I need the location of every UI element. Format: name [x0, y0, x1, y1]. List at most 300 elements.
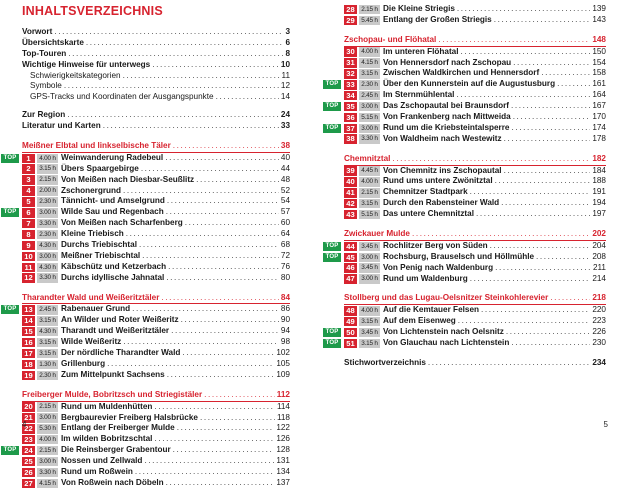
- tour-row[interactable]: [22, 434, 290, 445]
- tour-title: Entlang der Großen Striegis: [383, 14, 492, 24]
- tour-number-badge: 35: [344, 102, 357, 112]
- tour-row[interactable]: [22, 175, 290, 186]
- leader-dots: [167, 370, 275, 381]
- tour-title: Von Chemnitz ins Zschopautal: [383, 165, 502, 175]
- leader-dots: [392, 154, 590, 165]
- tour-number-badge: 47: [344, 274, 357, 284]
- left-page: [0, 0, 310, 488]
- duration-badge: 2.15 h: [359, 5, 380, 15]
- section-page: 202: [592, 229, 606, 239]
- tour-number-badge: 8: [22, 230, 35, 240]
- tour-title: Rund um Waldenburg: [383, 273, 468, 283]
- tour-number-badge: 29: [344, 16, 357, 26]
- tour-page: 90: [280, 315, 290, 325]
- entry-label: Zur Region: [22, 110, 66, 120]
- tour-page: 204: [592, 240, 606, 250]
- tour-page: 128: [276, 445, 290, 455]
- tour-row[interactable]: [325, 122, 606, 134]
- tour-title: Das untere Chemnitztal: [383, 209, 474, 219]
- leader-dots: [495, 176, 591, 187]
- tour-title: Von Waldheim nach Westewitz: [383, 133, 502, 143]
- tour-page: 126: [276, 434, 290, 444]
- tour-title: Das Zschopautal bei Braunsdorf: [383, 101, 510, 111]
- left-column: [3, 4, 290, 489]
- section-title: Zwickauer Mulde: [344, 229, 410, 239]
- right-column: [325, 4, 606, 369]
- duration-badge: 2.30 h: [359, 80, 380, 90]
- tour-row[interactable]: [22, 348, 290, 359]
- tour-title: Im wilden Bobritzschtal: [61, 434, 153, 444]
- entry-label: Wichtige Hinweise für unterwegs: [22, 59, 151, 69]
- tour-row[interactable]: [344, 68, 606, 79]
- tour-row[interactable]: [344, 134, 606, 145]
- leader-dots: [107, 359, 274, 370]
- tour-title: Zwischen Waldkirchen und Hennersdorf: [383, 68, 540, 78]
- entry-label: Symbole: [30, 81, 62, 91]
- toc-entry[interactable]: [22, 49, 290, 60]
- tour-number-badge: 11: [22, 263, 35, 273]
- toc-entry[interactable]: [22, 38, 290, 49]
- tour-title: Tharandt und Weißeritztäler: [61, 326, 170, 336]
- leader-dots: [511, 101, 590, 112]
- tour-row[interactable]: [22, 413, 290, 424]
- spacer: [344, 26, 606, 35]
- tour-page: 226: [592, 327, 606, 337]
- tour-title: An Wilder und Roter Weißeritz: [61, 315, 179, 325]
- leader-dots: [511, 338, 590, 349]
- leader-dots: [171, 326, 279, 337]
- section-heading[interactable]: [22, 141, 290, 153]
- tour-number-badge: 42: [344, 199, 357, 209]
- tour-row[interactable]: [3, 445, 290, 456]
- tour-title: Käbschütz und Ketzerbach: [61, 261, 167, 271]
- tour-row[interactable]: [3, 207, 290, 218]
- tour-number-badge: 43: [344, 210, 357, 220]
- toc-subentry[interactable]: [22, 81, 290, 92]
- leader-dots: [123, 337, 279, 348]
- tour-number-badge: 28: [344, 5, 357, 15]
- tour-number-badge: 15: [22, 327, 35, 337]
- tour-number-badge: 7: [22, 219, 35, 229]
- tour-page: 143: [592, 14, 606, 24]
- tour-page: 150: [592, 46, 606, 56]
- tour-number-badge: 30: [344, 47, 357, 57]
- tour-page: 94: [280, 326, 290, 336]
- tour-number-badge: 23: [22, 435, 35, 445]
- duration-badge: 5.45 h: [359, 16, 380, 26]
- entry-label: Literatur und Karten: [22, 121, 101, 131]
- tour-page: 86: [280, 304, 290, 314]
- duration-badge: 4.45 h: [359, 166, 380, 176]
- duration-badge: 4.00 h: [37, 154, 58, 164]
- tour-title: Rund ums untere Zwönitztal: [383, 176, 493, 186]
- leader-dots: [457, 4, 590, 15]
- leader-dots: [490, 241, 591, 252]
- tour-row[interactable]: [22, 229, 290, 240]
- tour-page: 211: [592, 262, 606, 272]
- tour-row[interactable]: [344, 187, 606, 198]
- duration-badge: 3.15 h: [359, 339, 380, 349]
- entry-page: 24: [280, 110, 290, 120]
- tour-row[interactable]: [344, 15, 606, 26]
- tour-number-badge: 37: [344, 124, 357, 134]
- tour-title: Von Meißen nach Scharfenberg: [61, 218, 183, 228]
- leader-dots: [541, 68, 590, 79]
- tour-page: 174: [592, 122, 606, 132]
- entry-page: 12: [280, 81, 290, 91]
- tour-number-badge: 1: [22, 154, 35, 164]
- tour-number-badge: 18: [22, 360, 35, 370]
- tour-title: Zschonergrund: [61, 185, 122, 195]
- tour-row[interactable]: [344, 58, 606, 69]
- leader-dots: [64, 81, 279, 92]
- right-page: [310, 0, 620, 435]
- leader-dots: [461, 47, 591, 58]
- tour-number-badge: 51: [344, 339, 357, 349]
- section-heading[interactable]: [344, 35, 606, 47]
- tour-title: Rochlitzer Berg von Süden: [383, 240, 488, 250]
- section-page: 182: [592, 153, 606, 163]
- tour-row[interactable]: [344, 305, 606, 316]
- tour-title: Wilde Sau und Regenbach: [61, 207, 164, 217]
- duration-badge: 2.30 h: [37, 371, 58, 381]
- tour-page: 105: [276, 358, 290, 368]
- leader-dots: [204, 390, 275, 401]
- tour-page: 197: [592, 209, 606, 219]
- tour-row[interactable]: [22, 478, 290, 489]
- tour-title: Bergbaurevier Freiberg Halsbrücke: [61, 412, 198, 422]
- duration-badge: 3.15 h: [37, 316, 58, 326]
- tour-page: 188: [592, 176, 606, 186]
- toc-entry[interactable]: [22, 110, 290, 121]
- index-entry[interactable]: [344, 358, 606, 369]
- tour-title: Rund um Muldenhütten: [61, 401, 153, 411]
- tour-number-badge: 2: [22, 164, 35, 174]
- section-page: 218: [592, 293, 606, 303]
- top-tour-badge: TOP: [323, 253, 341, 262]
- tour-number-badge: 44: [344, 242, 357, 252]
- tour-row[interactable]: [22, 240, 290, 251]
- section-heading[interactable]: [22, 293, 290, 305]
- tour-row[interactable]: [3, 152, 290, 164]
- leader-dots: [142, 251, 279, 262]
- section-page: 84: [280, 292, 290, 302]
- tour-number-badge: 21: [22, 413, 35, 423]
- duration-badge: 4.30 h: [37, 327, 58, 337]
- tour-row[interactable]: [22, 186, 290, 197]
- tour-page: 40: [280, 152, 290, 162]
- duration-badge: 3.00 h: [37, 457, 58, 467]
- tour-row[interactable]: [344, 316, 606, 327]
- tour-page: 184: [592, 165, 606, 175]
- tour-page: 80: [280, 272, 290, 282]
- tour-number-badge: 26: [22, 468, 35, 478]
- duration-badge: 3.00 h: [37, 208, 58, 218]
- duration-badge: 5.15 h: [359, 113, 380, 123]
- tour-title: Nossen und Zellwald: [61, 456, 143, 466]
- tour-title: Von Glauchau nach Lichtenstein: [383, 338, 510, 348]
- tour-page: 122: [276, 423, 290, 433]
- tour-title: Übers Spaargebirge: [61, 163, 139, 173]
- duration-badge: 3.15 h: [359, 199, 380, 209]
- tour-row[interactable]: [344, 198, 606, 209]
- tour-page: 134: [276, 466, 290, 476]
- tour-number-badge: 33: [344, 80, 357, 90]
- section-heading[interactable]: [344, 229, 606, 241]
- tour-row[interactable]: [344, 274, 606, 285]
- leader-dots: [154, 402, 275, 413]
- section-title: Chemnitztal: [344, 153, 391, 163]
- spacer: [22, 132, 290, 141]
- top-tour-badge: TOP: [323, 242, 341, 251]
- tour-row[interactable]: [22, 273, 290, 284]
- duration-badge: 4.15 h: [37, 479, 58, 489]
- leader-dots: [167, 196, 279, 207]
- leader-dots: [54, 27, 283, 38]
- tour-title: Im unteren Flöhatal: [383, 46, 459, 56]
- tour-page: 139: [592, 4, 606, 13]
- leader-dots: [504, 166, 591, 177]
- top-tour-badge: TOP: [323, 328, 341, 337]
- duration-badge: 4.00 h: [359, 177, 380, 187]
- duration-badge: 4.15 h: [359, 58, 380, 68]
- tour-title: Auf dem Eisenweg: [383, 316, 456, 326]
- page-number-right: 5: [603, 420, 608, 429]
- tour-number-badge: 22: [22, 424, 35, 434]
- tour-title: Von Lichtenstein nach Oelsnitz: [383, 327, 504, 337]
- tour-row[interactable]: [344, 47, 606, 58]
- tour-row[interactable]: [22, 456, 290, 467]
- leader-dots: [67, 110, 279, 121]
- tour-title: Rochsburg, Brauselsch und Höllmühle: [383, 251, 535, 261]
- tour-row[interactable]: [22, 423, 290, 434]
- toc-subentry[interactable]: [22, 71, 290, 82]
- duration-badge: 3.30 h: [37, 273, 58, 283]
- tour-page: 52: [280, 185, 290, 195]
- duration-badge: 1.30 h: [37, 360, 58, 370]
- tour-number-badge: 14: [22, 316, 35, 326]
- entry-label: Übersichtskarte: [22, 37, 84, 47]
- tour-page: 164: [592, 90, 606, 100]
- duration-badge: 2.45 h: [37, 305, 58, 315]
- tour-row[interactable]: [325, 251, 606, 263]
- leader-dots: [181, 315, 279, 326]
- tour-page: 208: [592, 251, 606, 261]
- tour-row[interactable]: [344, 90, 606, 101]
- tour-number-badge: 27: [22, 479, 35, 489]
- tour-title: Chemnitzer Stadtpark: [383, 187, 468, 197]
- tour-page: 214: [592, 273, 606, 283]
- tour-page: 178: [592, 133, 606, 143]
- toc-entry[interactable]: [22, 60, 290, 71]
- leader-dots: [103, 121, 279, 132]
- tour-row[interactable]: [344, 209, 606, 220]
- top-tour-badge: TOP: [323, 102, 341, 111]
- duration-badge: 3.15 h: [37, 338, 58, 348]
- tour-number-badge: 50: [344, 328, 357, 338]
- leader-dots: [506, 327, 590, 338]
- duration-badge: 2.15 h: [359, 188, 380, 198]
- tour-page: 194: [592, 198, 606, 208]
- duration-badge: 2.15 h: [37, 402, 58, 412]
- duration-badge: 3.00 h: [359, 253, 380, 263]
- top-tour-badge: TOP: [323, 80, 341, 89]
- duration-badge: 4.00 h: [37, 435, 58, 445]
- tour-number-badge: 5: [22, 197, 35, 207]
- tour-number-badge: 32: [344, 69, 357, 79]
- tour-row[interactable]: [344, 112, 606, 123]
- tour-row[interactable]: [3, 304, 290, 315]
- top-tour-badge: TOP: [323, 124, 341, 133]
- tour-number-badge: 48: [344, 306, 357, 316]
- leader-dots: [132, 304, 279, 315]
- tour-row[interactable]: [22, 251, 290, 262]
- entry-label: Top-Touren: [22, 48, 67, 58]
- leader-dots: [123, 71, 280, 82]
- tour-row[interactable]: [344, 176, 606, 187]
- toc-entry[interactable]: [22, 121, 290, 132]
- tour-row[interactable]: [325, 338, 606, 349]
- leader-dots: [196, 175, 279, 186]
- entry-page: 33: [280, 121, 290, 131]
- tour-row[interactable]: [22, 164, 290, 175]
- tour-row[interactable]: [22, 262, 290, 273]
- tour-number-badge: 19: [22, 371, 35, 381]
- tour-page: 220: [592, 305, 606, 315]
- duration-badge: 3.30 h: [37, 468, 58, 478]
- tour-title: Durch den Rabensteiner Wald: [383, 198, 500, 208]
- tour-row[interactable]: [344, 166, 606, 177]
- entry-page: 8: [285, 48, 290, 58]
- tour-row[interactable]: [22, 326, 290, 337]
- tour-row[interactable]: [22, 218, 290, 229]
- leader-dots: [185, 218, 279, 229]
- leader-dots: [504, 134, 591, 145]
- entry-label: Stichwortverzeichnis: [344, 357, 426, 367]
- tour-row[interactable]: [22, 315, 290, 326]
- tour-title: Die Reinsberger Grabentour: [61, 445, 171, 455]
- duration-badge: 3.15 h: [359, 317, 380, 327]
- duration-badge: 4.00 h: [359, 306, 380, 316]
- tour-row[interactable]: [22, 337, 290, 348]
- leader-dots: [139, 240, 279, 251]
- tour-title: Durchs Triebischtal: [61, 240, 137, 250]
- tour-number-badge: 34: [344, 91, 357, 101]
- entry-page: 234: [592, 357, 606, 367]
- tour-row[interactable]: [344, 263, 606, 274]
- tour-row[interactable]: [325, 79, 606, 90]
- leader-dots: [152, 60, 279, 71]
- tour-row[interactable]: [325, 327, 606, 338]
- tour-title: Rabenauer Grund: [61, 304, 131, 314]
- leader-dots: [428, 358, 590, 369]
- tour-number-badge: 10: [22, 252, 35, 262]
- tour-page: 114: [276, 401, 290, 411]
- duration-badge: 3.30 h: [359, 134, 380, 144]
- spacer: [344, 349, 606, 358]
- leader-dots: [456, 90, 590, 101]
- duration-badge: 3.15 h: [359, 69, 380, 79]
- tour-number-badge: 4: [22, 186, 35, 196]
- leader-dots: [458, 316, 591, 327]
- tour-number-badge: 16: [22, 338, 35, 348]
- entry-label: Schwierigkeitskategorien: [30, 70, 121, 80]
- toc-subentry[interactable]: [22, 92, 290, 103]
- leader-dots: [166, 207, 279, 218]
- duration-badge: 3.45 h: [359, 328, 380, 338]
- spacer: [22, 284, 290, 293]
- leader-dots: [141, 164, 279, 175]
- tour-page: 191: [592, 187, 606, 197]
- spacer: [344, 145, 606, 154]
- leader-dots: [511, 123, 590, 134]
- tour-row[interactable]: [22, 370, 290, 381]
- tour-page: 64: [280, 229, 290, 239]
- duration-badge: 3.15 h: [37, 349, 58, 359]
- tour-row[interactable]: [325, 240, 606, 252]
- duration-badge: 3.00 h: [359, 124, 380, 134]
- leader-dots: [501, 198, 590, 209]
- top-tour-badge: TOP: [323, 339, 341, 348]
- tour-page: 102: [276, 348, 290, 358]
- tour-row[interactable]: [22, 402, 290, 413]
- section-heading[interactable]: [22, 390, 290, 402]
- section-heading[interactable]: [344, 154, 606, 166]
- leader-dots: [161, 293, 279, 304]
- entry-page: 3: [285, 27, 290, 36]
- tour-page: 68: [280, 240, 290, 250]
- tour-row[interactable]: [22, 467, 290, 478]
- leader-dots: [438, 35, 590, 46]
- leader-dots: [481, 305, 590, 316]
- tour-page: 167: [592, 101, 606, 111]
- tour-row[interactable]: [325, 101, 606, 112]
- entry-page: 10: [280, 59, 290, 69]
- tour-row[interactable]: [22, 196, 290, 207]
- entry-label: Vorwort: [22, 27, 53, 36]
- tour-row[interactable]: [344, 4, 606, 15]
- tour-number-badge: 39: [344, 166, 357, 176]
- leader-dots: [154, 434, 274, 445]
- tour-title: Über den Kunnerstein auf die Augustusburg: [383, 79, 556, 89]
- tour-page: 158: [592, 68, 606, 78]
- tour-page: 44: [280, 163, 290, 173]
- leader-dots: [173, 141, 279, 152]
- tour-title: Tännicht- und Amselgrund: [61, 196, 165, 206]
- leader-dots: [494, 15, 591, 26]
- tour-row[interactable]: [22, 359, 290, 370]
- toc-entry[interactable]: [22, 27, 290, 38]
- duration-badge: 2.15 h: [37, 446, 58, 456]
- tour-page: 76: [280, 261, 290, 271]
- section-page: 38: [280, 141, 290, 151]
- top-tour-badge: TOP: [1, 208, 19, 217]
- spacer: [344, 284, 606, 293]
- tour-number-badge: 40: [344, 177, 357, 187]
- section-heading[interactable]: [344, 293, 606, 305]
- duration-badge: 2.30 h: [37, 230, 58, 240]
- tour-title: Von Roßwein nach Döbeln: [61, 477, 164, 487]
- tour-number-badge: 36: [344, 113, 357, 123]
- top-tour-badge: TOP: [1, 446, 19, 455]
- tour-page: 230: [592, 338, 606, 348]
- tour-page: 60: [280, 218, 290, 228]
- top-tour-badge: TOP: [1, 305, 19, 314]
- tour-page: 131: [276, 456, 290, 466]
- tour-page: 72: [280, 250, 290, 260]
- duration-badge: 3.00 h: [359, 274, 380, 284]
- tour-page: 170: [592, 112, 606, 122]
